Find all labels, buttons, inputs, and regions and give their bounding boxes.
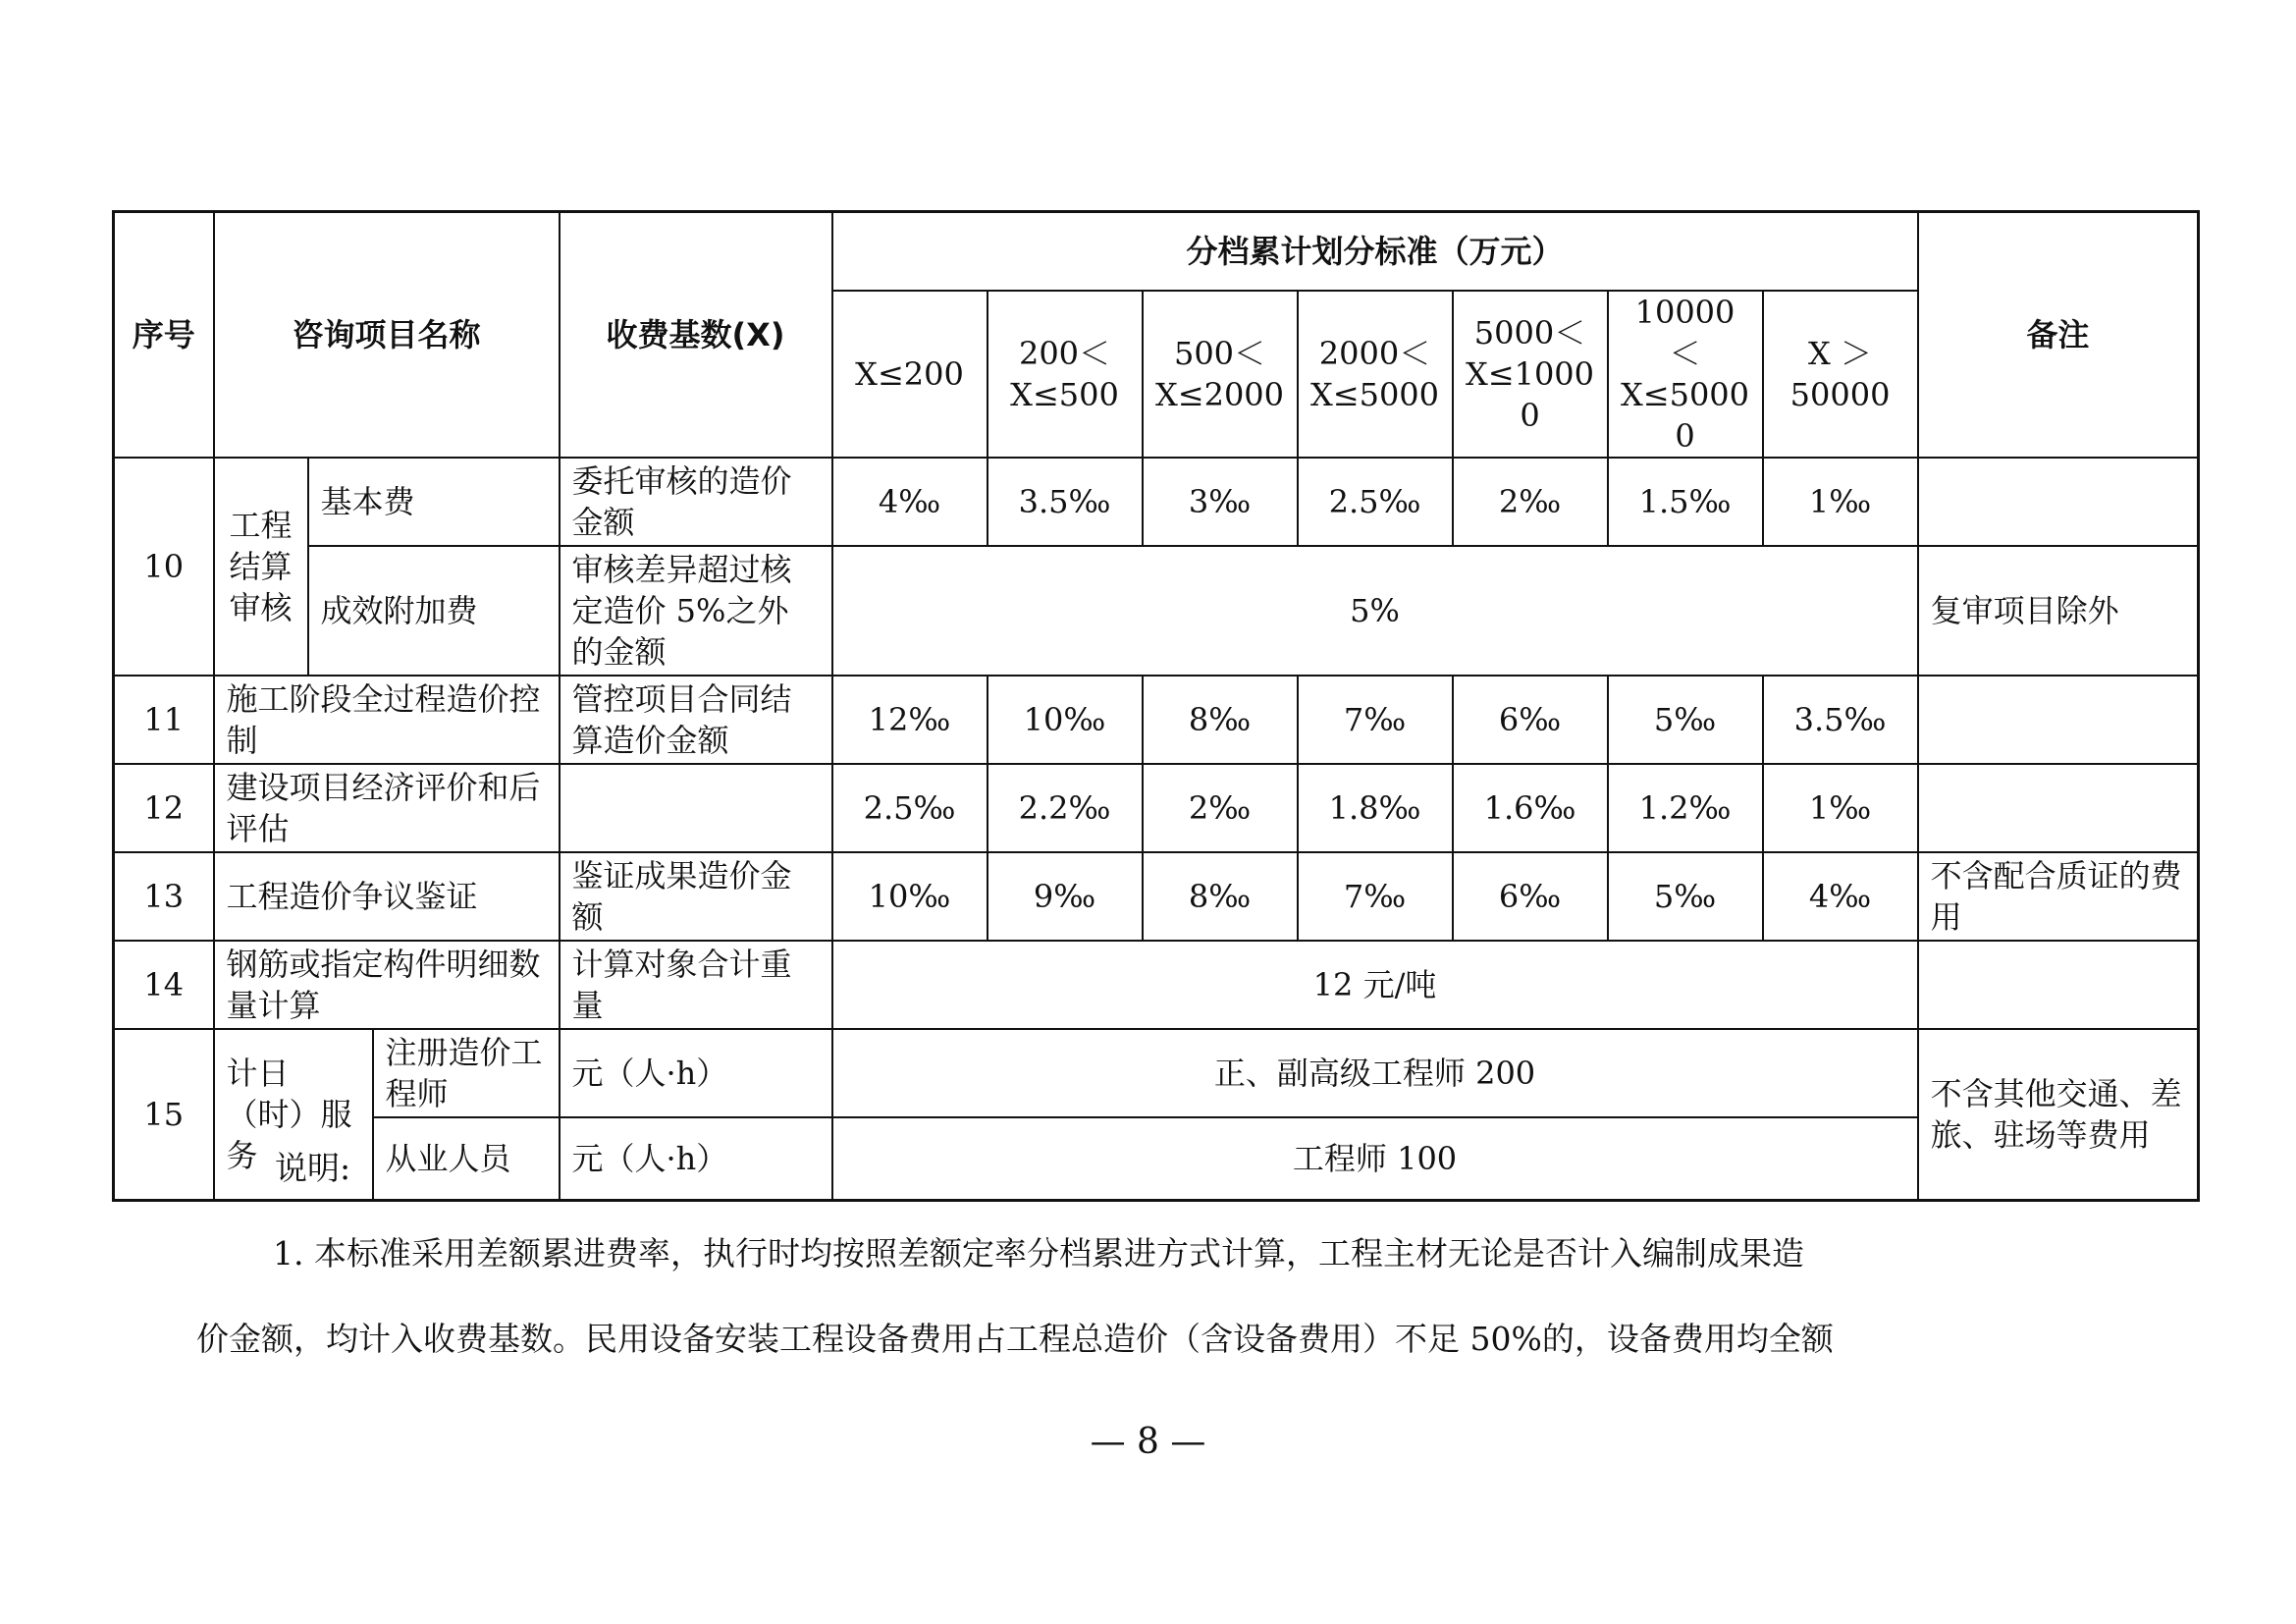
row-fee-base: 鉴证成果造价金额	[560, 852, 832, 941]
row-seq: 12	[114, 764, 214, 852]
rate-cell: 1‰	[1763, 764, 1918, 852]
row-fee-base: 计算对象合计重量	[560, 941, 832, 1029]
row-seq: 13	[114, 852, 214, 941]
row-fee-base: 审核差异超过核定造价 5%之外的金额	[560, 546, 832, 676]
table-row	[114, 676, 2199, 764]
rate-cell: 8‰	[1143, 676, 1298, 764]
rate-cell: 1‰	[1763, 458, 1918, 546]
notes-paragraph-1: 1. 本标准采用差额累进费率，执行时均按照差额定率分档累进方式计算，工程主材无论是否计入编制成果造	[273, 1234, 1804, 1272]
row-project-name: 施工阶段全过程造价控制	[214, 676, 560, 764]
merged-rate-cell: 5%	[832, 546, 1918, 676]
rate-cell: 4‰	[1763, 852, 1918, 941]
header-fee-base: 收费基数(X)	[560, 212, 832, 458]
tier-header: 500＜ X≤2000	[1143, 291, 1298, 458]
tier-header: X≤200	[832, 291, 988, 458]
row-remark: 复审项目除外	[1918, 546, 2199, 676]
rate-cell: 2.5‰	[1298, 458, 1453, 546]
row-fee-base: 元（人·h）	[560, 1029, 832, 1117]
notes-paragraph-2: 价金额，均计入收费基数。民用设备安装工程设备费用占工程总造价（含设备费用）不足 50%的，设备费用均全额	[196, 1320, 1834, 1358]
rate-cell: 2.5‰	[832, 764, 988, 852]
rate-cell: 1.8‰	[1298, 764, 1453, 852]
rate-cell: 3.5‰	[988, 458, 1143, 546]
rate-cell: 10‰	[832, 852, 988, 941]
merged-rate-cell: 12 元/吨	[832, 941, 1918, 1029]
tier-header: 5000＜ X≤10000	[1453, 291, 1608, 458]
row-seq: 15	[114, 1029, 214, 1201]
tier-header: 200＜ X≤500	[988, 291, 1143, 458]
fee-standard-table	[112, 210, 2200, 1202]
header-project-name: 咨询项目名称	[214, 212, 560, 458]
notes-title: 说明:	[275, 1149, 351, 1187]
row-remark	[1918, 764, 2199, 852]
rate-cell: 5‰	[1608, 676, 1763, 764]
rate-cell: 6‰	[1453, 676, 1608, 764]
table-row	[114, 764, 2199, 852]
header-tier-title: 分档累计划分标准（万元）	[832, 212, 1918, 291]
row-subitem: 成效附加费	[308, 546, 560, 676]
row-group: 工程结算审核	[214, 458, 308, 676]
rate-cell: 7‰	[1298, 852, 1453, 941]
table-row	[114, 458, 2199, 546]
table-row	[114, 1117, 2199, 1201]
header-seq: 序号	[114, 212, 214, 458]
row-remark	[1918, 676, 2199, 764]
rate-cell: 7‰	[1298, 676, 1453, 764]
tier-header: X ＞ 50000	[1763, 291, 1918, 458]
row-project-name: 建设项目经济评价和后评估	[214, 764, 560, 852]
row-remark: 不含配合质证的费用	[1918, 852, 2199, 941]
rate-cell: 9‰	[988, 852, 1143, 941]
table-row	[114, 1029, 2199, 1117]
merged-rate-cell: 正、副高级工程师 200	[832, 1029, 1918, 1117]
rate-cell: 12‰	[832, 676, 988, 764]
rate-cell: 8‰	[1143, 852, 1298, 941]
rate-cell: 10‰	[988, 676, 1143, 764]
row-fee-base	[560, 764, 832, 852]
rate-cell: 1.6‰	[1453, 764, 1608, 852]
row-fee-base: 元（人·h）	[560, 1117, 832, 1201]
row-remark	[1918, 458, 2199, 546]
row-subitem: 从业人员	[373, 1117, 560, 1201]
row-fee-base: 管控项目合同结算造价金额	[560, 676, 832, 764]
header-remark: 备注	[1918, 212, 2199, 458]
row-group: 计日（时）服务	[214, 1029, 373, 1201]
merged-rate-cell: 工程师 100	[832, 1117, 1918, 1201]
rate-cell: 3.5‰	[1763, 676, 1918, 764]
row-project-name: 工程造价争议鉴证	[214, 852, 560, 941]
row-subitem: 基本费	[308, 458, 560, 546]
row-fee-base: 委托审核的造价金额	[560, 458, 832, 546]
rate-cell: 5‰	[1608, 852, 1763, 941]
page-number: — 8 —	[1090, 1422, 1206, 1462]
rate-cell: 6‰	[1453, 852, 1608, 941]
row-remark: 不含其他交通、差旅、驻场等费用	[1918, 1029, 2199, 1201]
rate-cell: 2.2‰	[988, 764, 1143, 852]
row-remark	[1918, 941, 2199, 1029]
rate-cell: 2‰	[1453, 458, 1608, 546]
rate-cell: 1.5‰	[1608, 458, 1763, 546]
row-project-name: 钢筋或指定构件明细数量计算	[214, 941, 560, 1029]
table-row	[114, 852, 2199, 941]
table-row	[114, 941, 2199, 1029]
row-seq: 14	[114, 941, 214, 1029]
tier-header: 10000＜ X≤50000	[1608, 291, 1763, 458]
tier-header: 2000＜ X≤5000	[1298, 291, 1453, 458]
row-subitem: 注册造价工程师	[373, 1029, 560, 1117]
row-seq: 10	[114, 458, 214, 676]
rate-cell: 4‰	[832, 458, 988, 546]
row-seq: 11	[114, 676, 214, 764]
header-row-1	[114, 212, 2199, 291]
rate-cell: 1.2‰	[1608, 764, 1763, 852]
rate-cell: 2‰	[1143, 764, 1298, 852]
table-row	[114, 546, 2199, 676]
rate-cell: 3‰	[1143, 458, 1298, 546]
